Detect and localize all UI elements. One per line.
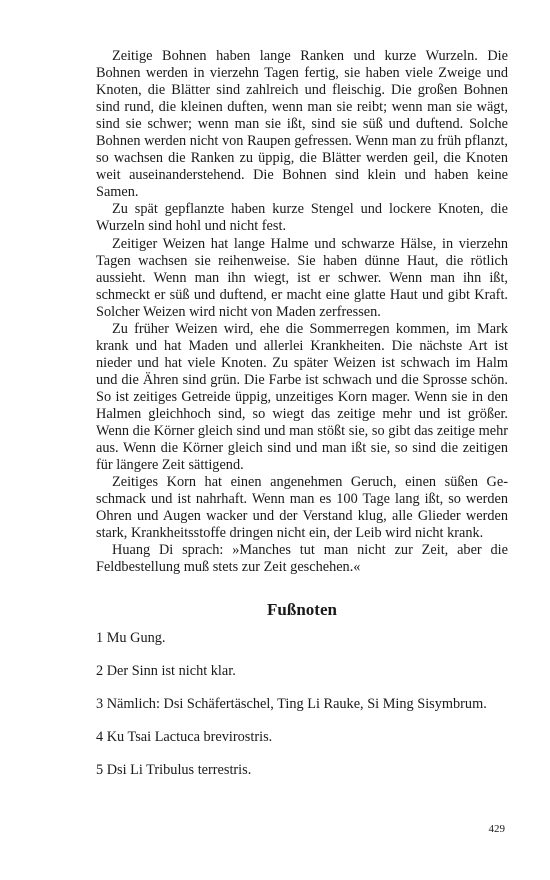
footnote: 5 Dsi Li Tribulus terrestris. — [96, 762, 252, 779]
footnote: 4 Ku Tsai Lactuca brevirostris. — [96, 729, 273, 746]
body-text — [96, 48, 508, 576]
page-content — [96, 48, 508, 795]
footnote: 1 Mu Gung. — [96, 630, 166, 647]
paragraph: Zeitiger Weizen hat lange Halme und schwarze Hälse, in vierzehn Tagen wachsen sie reihenweise. Sie haben dünne Haut, die rötlich aussieht. Wenn man ihn wiegt, ist er schwer. Wenn man ihn ißt, schmeckt er süß und duftend, er macht eine glatte Haut und gibt Kraft. Solcher Weizen wird nicht von Maden zerfressen. — [96, 235, 508, 320]
paragraph: Zeitiges Korn hat einen angenehmen Geruch, einen süßen Geschmack und ist nahrhaft. Wenn man es 100 Tage lang ißt, so werden Ohren und Augen wacker und der Verstand klug, alle Glieder werden stark, Krankheitsstoffe dringen nicht ein, der Leib wird nicht krank. — [96, 474, 508, 542]
page-number: 429 — [488, 823, 505, 835]
footnote: 2 Der Sinn ist nicht klar. — [96, 663, 236, 680]
footnotes-heading: Fußnoten — [267, 600, 337, 620]
paragraph: Zu spät gepflanzte haben kurze Stengel und lockere Knoten, die Wurzeln sind hohl und nicht fest. — [96, 201, 508, 235]
paragraph: Zeitige Bohnen haben lange Ranken und kurze Wurzeln. Die Bohnen werden in vierzehn Tagen fertig, sie haben viele Zweige und Knoten, die Blätter sind zahlreich und fleischig. Die großen Bohnen sind rund, die kleinen duften, wenn man sie reibt; wenn man sie wägt, sind sie schwer; wenn man sie ißt, sind sie süß und duftend. Solche Bohnen werden nicht von Raupen gefressen. Wenn man zu früh pflanzt, so wachsen die Ranken zu üppig, die Blätter werden geil, die Knoten weit auseinanderstehend. Die Bohnen sind klein und haben keine Samen. — [96, 48, 508, 201]
footnotes-list — [96, 630, 508, 779]
paragraph: Huang Di sprach: »Manches tut man nicht zur Zeit, aber die Feldbestellung muß stets zur Zeit geschehen.« — [96, 542, 508, 576]
paragraph: Zu früher Weizen wird, ehe die Sommerregen kommen, im Mark krank und hat Maden und allerlei Krankheiten. Die nächste Art ist nieder und hat viele Knoten. Zu später Weizen ist schwach im Halm und die Ähren sind grün. Die Farbe ist schwach und die Sprosse schön. So ist zeitiges Getreide üppig, unzeitiges Korn mager. Wenn sie in den Halmen gleichhoch sind, so wiegt das zeitige mehr und ist größer. Wenn die Körner gleich sind und man stößt sie, so gibt das zeitige mehr aus. Wenn die Körner gleich sind und man ißt sie, so sind die zeitigen für längere Zeit sättigend. — [96, 320, 508, 474]
footnote: 3 Nämlich: Dsi Schäfertäschel, Ting Li Rauke, Si Ming Sisymbrum. — [96, 696, 487, 713]
